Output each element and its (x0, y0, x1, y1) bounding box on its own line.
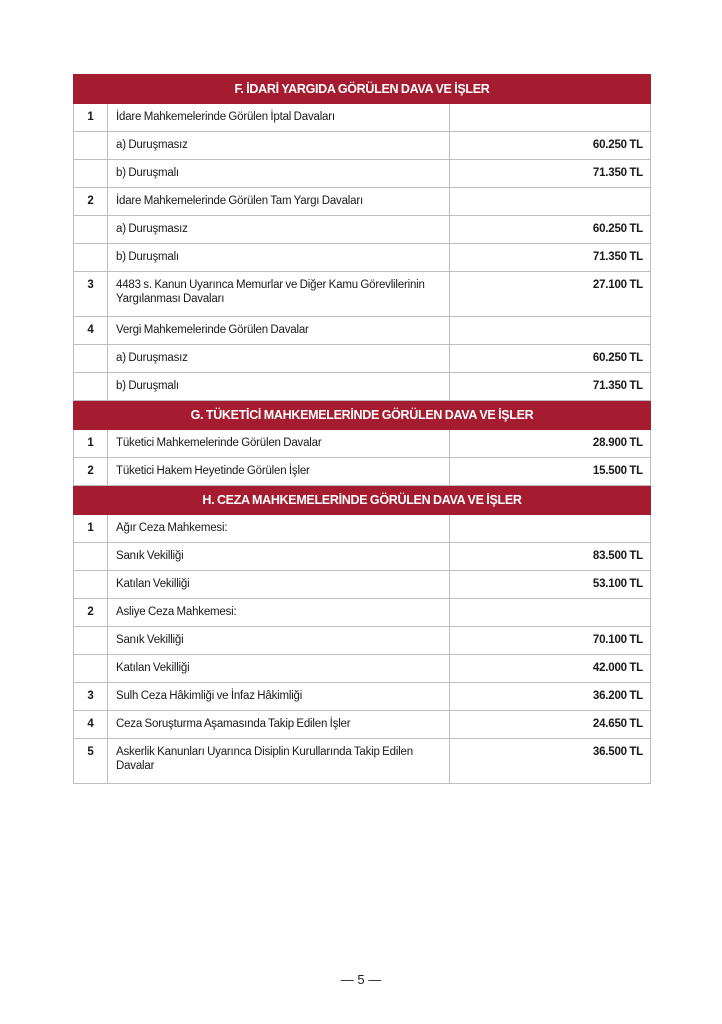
section-header-f (74, 75, 651, 104)
row-description: Katılan Vekilliği (108, 655, 450, 683)
row-number: 3 (74, 683, 108, 711)
row-number (74, 373, 108, 401)
row-number: 5 (74, 739, 108, 784)
row-number: 4 (74, 711, 108, 739)
row-number: 1 (74, 515, 108, 543)
section-header-h (74, 486, 651, 515)
row-amount: 53.100 TL (450, 571, 651, 599)
row-amount (450, 317, 651, 345)
row-amount (450, 599, 651, 627)
fee-schedule-table (73, 74, 651, 784)
section-header-g (74, 401, 651, 430)
row-number (74, 655, 108, 683)
table-row (74, 655, 651, 683)
row-number: 4 (74, 317, 108, 345)
row-amount: 70.100 TL (450, 627, 651, 655)
table-row (74, 188, 651, 216)
row-description: Vergi Mahkemelerinde Görülen Davalar (108, 317, 450, 345)
row-description: Katılan Vekilliği (108, 571, 450, 599)
table-row (74, 739, 651, 784)
row-number (74, 345, 108, 373)
row-amount: 83.500 TL (450, 543, 651, 571)
row-amount: 36.500 TL (450, 739, 651, 784)
row-description: Sanık Vekilliği (108, 627, 450, 655)
row-number: 3 (74, 272, 108, 317)
row-description: Askerlik Kanunları Uyarınca Disiplin Kurullarında Takip Edilen Davalar (108, 739, 450, 784)
row-amount: 24.650 TL (450, 711, 651, 739)
row-number (74, 543, 108, 571)
page-number: — 5 — (340, 972, 382, 987)
row-amount: 60.250 TL (450, 216, 651, 244)
table-row (74, 711, 651, 739)
row-amount (450, 104, 651, 132)
section-title: G. TÜKETİCİ MAHKEMELERİNDE GÖRÜLEN DAVA VE İŞLER (74, 401, 651, 430)
row-description: b) Duruşmalı (108, 373, 450, 401)
row-description: Ceza Soruşturma Aşamasında Takip Edilen İşler (108, 711, 450, 739)
row-description: b) Duruşmalı (108, 244, 450, 272)
row-description: İdare Mahkemelerinde Görülen İptal Davaları (108, 104, 450, 132)
table-row (74, 627, 651, 655)
table-row (74, 458, 651, 486)
table-row (74, 104, 651, 132)
row-number: 2 (74, 599, 108, 627)
row-description: Tüketici Hakem Heyetinde Görülen İşler (108, 458, 450, 486)
table-row (74, 216, 651, 244)
table-row (74, 543, 651, 571)
table-row (74, 599, 651, 627)
table-row (74, 160, 651, 188)
row-description: 4483 s. Kanun Uyarınca Memurlar ve Diğer Kamu Görevlilerinin Yargılanması Davaları (108, 272, 450, 317)
row-amount: 71.350 TL (450, 373, 651, 401)
row-description: İdare Mahkemelerinde Görülen Tam Yargı Davaları (108, 188, 450, 216)
row-description: Asliye Ceza Mahkemesi: (108, 599, 450, 627)
row-number: 2 (74, 188, 108, 216)
row-amount: 71.350 TL (450, 160, 651, 188)
row-amount: 42.000 TL (450, 655, 651, 683)
table-row (74, 683, 651, 711)
row-description: Ağır Ceza Mahkemesi: (108, 515, 450, 543)
row-number (74, 627, 108, 655)
row-number (74, 132, 108, 160)
row-amount: 27.100 TL (450, 272, 651, 317)
row-description: Sulh Ceza Hâkimliği ve İnfaz Hâkimliği (108, 683, 450, 711)
section-title: F. İDARİ YARGIDA GÖRÜLEN DAVA VE İŞLER (74, 75, 651, 104)
row-number: 2 (74, 458, 108, 486)
row-amount: 60.250 TL (450, 345, 651, 373)
row-number: 1 (74, 104, 108, 132)
row-amount: 28.900 TL (450, 430, 651, 458)
row-amount: 60.250 TL (450, 132, 651, 160)
table-row (74, 515, 651, 543)
section-title: H. CEZA MAHKEMELERİNDE GÖRÜLEN DAVA VE İŞLER (74, 486, 651, 515)
table-row (74, 373, 651, 401)
row-description: a) Duruşmasız (108, 132, 450, 160)
table-row (74, 430, 651, 458)
row-amount: 15.500 TL (450, 458, 651, 486)
row-number (74, 160, 108, 188)
row-number: 1 (74, 430, 108, 458)
row-description: a) Duruşmasız (108, 216, 450, 244)
row-description: Tüketici Mahkemelerinde Görülen Davalar (108, 430, 450, 458)
row-amount: 36.200 TL (450, 683, 651, 711)
table-row (74, 317, 651, 345)
row-number (74, 571, 108, 599)
table-row (74, 132, 651, 160)
row-amount (450, 188, 651, 216)
row-amount: 71.350 TL (450, 244, 651, 272)
row-description: b) Duruşmalı (108, 160, 450, 188)
table-row (74, 272, 651, 317)
table-row (74, 244, 651, 272)
table-row (74, 571, 651, 599)
row-number (74, 216, 108, 244)
row-number (74, 244, 108, 272)
table-row (74, 345, 651, 373)
row-description: a) Duruşmasız (108, 345, 450, 373)
row-description: Sanık Vekilliği (108, 543, 450, 571)
row-amount (450, 515, 651, 543)
